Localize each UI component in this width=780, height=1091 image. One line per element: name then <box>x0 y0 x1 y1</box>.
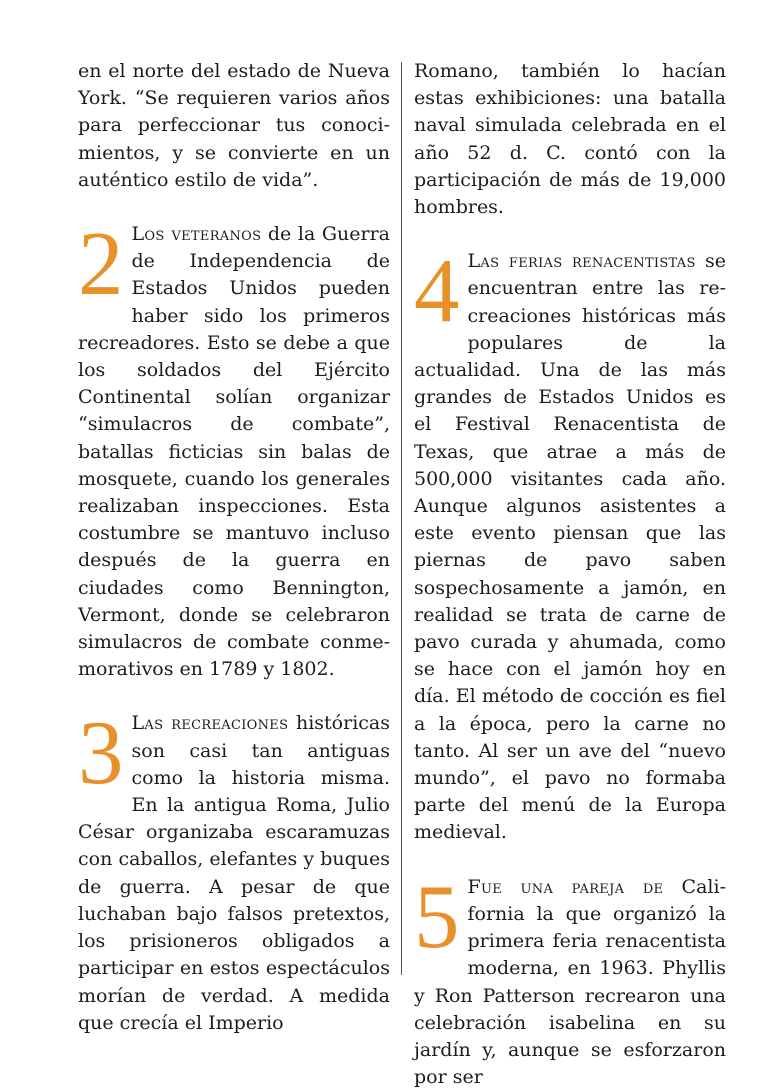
item-2-paragraph <box>78 213 390 683</box>
column-divider <box>401 62 402 975</box>
item-2-text: de la Guerra de Independencia de Estados Unidos pueden haber sido los primeros recreadores. Esto se debe a que los soldados del Ejército Continental solían organizar “simulacros de combate”, batallas ficticias sin balas de mosquete, cuando los generales realizaban inspecciones. Esta costumbre se mantuvo incluso después de la guerra en ciudades como Bennington, Vermont, donde se celebraron simulacros de combate conmemorativos en 1789 y 1802. <box>78 223 390 681</box>
item-3-text: históricas son casi tan antiguas como la historia misma. En la antigua Roma, Julio César organizaba escaramuzas con caballos, elefantes y buques de guerra. A pesar de que luchaban bajo falsos pretextos, los prisioneros obligados a participar en estos espectáculos morían de verdad. A medida que crecía el Imperio <box>78 712 390 1034</box>
paragraph-spacer <box>414 221 726 248</box>
continued-paragraph: Romano, también lo hacían estas exhibiciones: una batalla naval simulada celebrada en el año 52 d. C. contó con la participación de más de 19,000 hombres. <box>414 60 726 219</box>
item-5-text: California la que organizó la primera feria renacentista moderna, en 1963. Phyllis y Ron Patterson recrearon una celebración isabelina en su jardín y, aunque se esforzaron por ser <box>414 875 726 1089</box>
item-4-lead: Las ferias renacentistas <box>467 250 696 273</box>
item-4-paragraph <box>414 240 726 846</box>
paragraph-spacer <box>414 847 726 874</box>
item-4-text: se encuentran entre las recreaciones históricas más populares de la actualidad. Una de las más grandes de Estados Unidos es el Festival Renacentista de Texas, que atrae a más de 500,000 visitantes cada año. Aunque algunos asistentes a este evento piensan que las piernas de pavo saben sospechosamente a jamón, en realidad se trata de carne de pavo curada y ahumada, como se hace con el jamón hoy en día. El método de cocción es fiel a la época, pero la carne no tanto. Al ser un ave del “nuevo mundo”, el pavo no formaba parte del menú de la Europa medieval. <box>414 250 726 844</box>
item-5-lead: Fue una pareja de <box>467 875 664 898</box>
item-3-lead: Las recreaciones <box>131 712 289 735</box>
right-column <box>414 58 726 1091</box>
drop-cap-5: 5 <box>414 865 460 967</box>
item-2-lead: Los veteranos <box>131 223 262 246</box>
paragraph-spacer <box>78 194 390 221</box>
drop-cap-3: 3 <box>78 702 124 804</box>
left-column <box>78 58 390 1037</box>
drop-cap-2: 2 <box>78 213 124 315</box>
drop-cap-4: 4 <box>414 240 460 342</box>
intro-paragraph: en el norte del estado de Nueva York. “Se requieren varios años para perfeccionar tus conocimientos, y se convierte en un auténtico estilo de vida”. <box>78 60 390 191</box>
paragraph-spacer <box>78 683 390 710</box>
item-5-paragraph <box>414 865 726 1091</box>
item-3-paragraph <box>78 702 390 1036</box>
